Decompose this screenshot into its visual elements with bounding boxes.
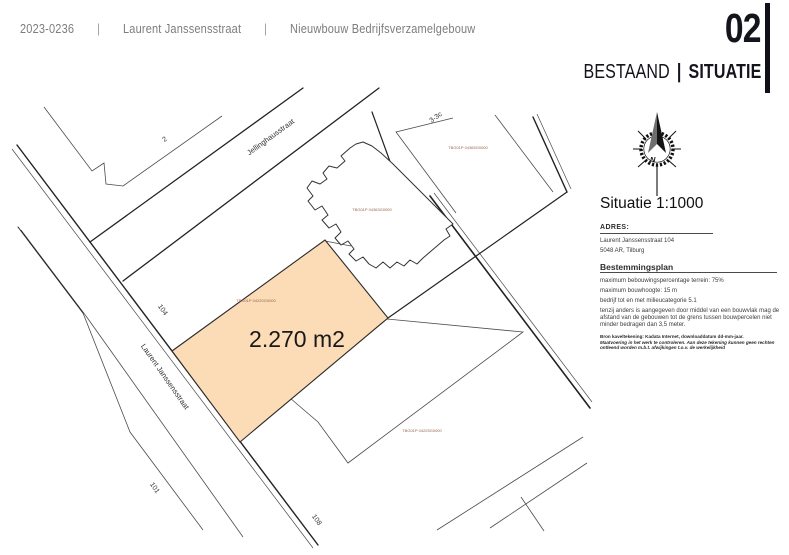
header-project-name: Nieuwbouw Bedrijfsverzamelgebouw [290, 22, 476, 36]
house-number-104: 104 [156, 303, 169, 317]
sheet-number: 02 [725, 5, 761, 51]
address-line-2: 5048 AR, Tilburg [600, 248, 645, 254]
street-label-jellinghausstraat: Jellinghausstraat [245, 116, 296, 158]
north-letter: N [650, 155, 656, 164]
sheet-title-text: SITUATIE [688, 61, 761, 83]
sheet-title-divider: | [676, 61, 681, 83]
adres-underline [600, 233, 713, 234]
scale-title: Situatie 1:1000 [600, 195, 704, 212]
street-label-laurent-janssensstraat: Laurent Janssensstraat [139, 342, 192, 412]
parcel-area-label: 2.270 m2 [249, 326, 345, 352]
header-street: Laurent Janssensstraat [122, 22, 242, 36]
parcel-code-east: TBG01P 04365G0000 [448, 145, 488, 150]
adres-heading: ADRES: [600, 224, 630, 231]
zoning-rule-3: bedrijf tot en met milieucategorie 5.1 [600, 298, 697, 304]
parcel-code-south: TBG01P 04225G0000 [402, 428, 442, 433]
parcel-code-building: TBG01P 04363G0000 [352, 207, 392, 212]
drawing-notes [600, 334, 789, 351]
north-arrow-icon [633, 112, 681, 196]
address-line-1: Laurent Janssensstraat 104 [600, 238, 675, 244]
header-separator: | [264, 22, 268, 36]
zoning-rule-1: maximum bebouwingspercentage terrein: 75% [600, 278, 724, 284]
project-number: 2023-0236 [20, 22, 75, 36]
parcel-code-highlight: TBG01P 04220G0000 [236, 298, 276, 303]
house-number-3-3c: 3-3c [428, 110, 444, 125]
house-number-101: 101 [148, 481, 161, 495]
sheet-status: BESTAAND [583, 61, 670, 83]
header-separator: | [97, 22, 101, 36]
bestemmingsplan-heading: Bestemmingsplan [600, 262, 674, 272]
house-number-108: 108 [310, 513, 323, 527]
note-source: Bron kaveltekening: Kadata Internet, downloaddatum dd-mm-jaar. [600, 334, 744, 339]
note-disclaimer: Maatvoering in het werk te controleren. Aan deze tekening kunnen geen rechten ontleend worden m.b.t. afwijkingen t.o.v. de werkelijkheid [600, 339, 775, 351]
house-number-2: 2 [161, 135, 169, 144]
zoning-rule-4: tenzij anders is aangegeven door middel van een bouwvlak mag de afstand van de gebouwen tot de grens tussen bouwpercelen niet minder bedragen dan 3,5 meter. [600, 308, 780, 328]
bestemmingsplan-underline [600, 272, 777, 273]
zoning-rule-2: maximum bouwhoogte: 15 m [600, 288, 678, 294]
